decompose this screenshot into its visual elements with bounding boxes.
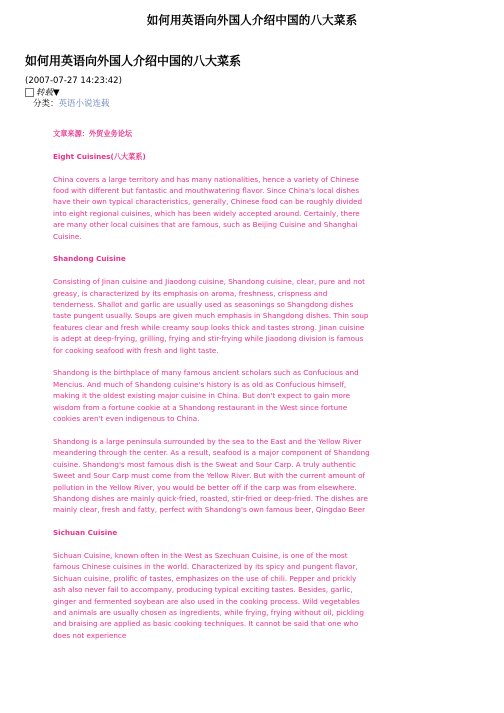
section-heading: Sichuan Cuisine [53,528,118,538]
category-label: 分类： [33,99,59,109]
paragraph: China covers a large territory and has many nationalities, hence a variety of Chinese food with different but fantastic and mouthwatering flavor. Since China's local dishes have their own typical characteristics, generally, Chinese food can be roughly divided into eight regional cuisines, which has been widely accepted around. Certainly, there are many other local cuisines that are famous, such as Beijing Cuisine and Shanghai Cuisine. [53,174,363,241]
paragraph: Shandong is the birthplace of many famous ancient scholars such as Confucious and Mencius. And much of Shandong cuisine's history is as old as Confucious himself, making it the oldest existing major cuisine in China. But don't expect to gain more wisdom from a fortune cookie at a Shandong restaurant in the West since fortune cookies aren't even indigenous to China. [53,368,359,424]
source-line [53,128,371,139]
article-title: 如何用英语向外国人介绍中国的八大菜系 [25,54,242,68]
category-line [33,97,110,109]
source-label: 文章来源： [53,129,89,138]
category-link[interactable]: 英语小说连载 [58,99,110,109]
paragraph: Consisting of Jinan cuisine and Jiaodong cuisine, Shandong cuisine, clear, pure and not greasy, is characterized by its emphasis on aroma, freshness, crispness and tenderness. Shallot and garlic are usually used as seasonings so Shangdong dishes taste pungent usually. Soups are given much emphasis in Shangdong dishes. Thin soup features clear and fresh while creamy soup looks thick and tastes strong. Jinan cuisine is adept at deep-frying, grilling, frying and stir-frying while Jiaodong division is famous for cooking seafood with fresh and light taste. [53,277,369,355]
post-date: (2007-07-27 14:23:42) [25,76,122,86]
section-heading: Eight Cuisines(八大菜系) [53,151,146,161]
document-title: 如何用英语向外国人介绍中国的八大菜系 [146,13,358,27]
section-heading: Shandong Cuisine [53,254,126,264]
paragraph: Shandong is a large peninsula surrounded by the sea to the East and the Yellow River meandering through the center. As a result, seafood is a major component of Shandong cuisine. Shandong's most famous dish is the Sweat and Sour Carp. A truly authentic Sweet and Sour Carp must come from the Yellow River. But with the current amount of pollution in the Yellow River, you would be better off if the carp was from elsewhere. Shandong dishes are mainly quick-fried, roasted, stir-fried or deep-fried. The dishes are mainly clear, fresh and fatty, perfect with Shandong's own famous beer, Qingdao Beer [53,436,370,515]
repost-label[interactable]: 转载▼ [36,88,60,98]
repost-checkbox[interactable] [25,88,34,97]
paragraph: Sichuan Cuisine, known often in the West as Szechuan Cuisine, is one of the most famous Chinese cuisines in the world. Characterized by its spicy and pungent flavor, Sichuan cuisine, prolific of tastes, emphasizes on the use of chili. Pepper and prickly ash also never fail to accompany, producing typical exciting tastes. Besides, garlic, ginger and fermented soybean are also used in the cooking process. Wild vegetables and animals are usually chosen as ingredients, while frying, frying without oil, pickling and braising are applied as basic cooking techniques. It cannot be said that one who does not experience [53,550,364,640]
source-link[interactable]: 外贸业务论坛 [88,129,133,138]
article-body [53,128,371,653]
